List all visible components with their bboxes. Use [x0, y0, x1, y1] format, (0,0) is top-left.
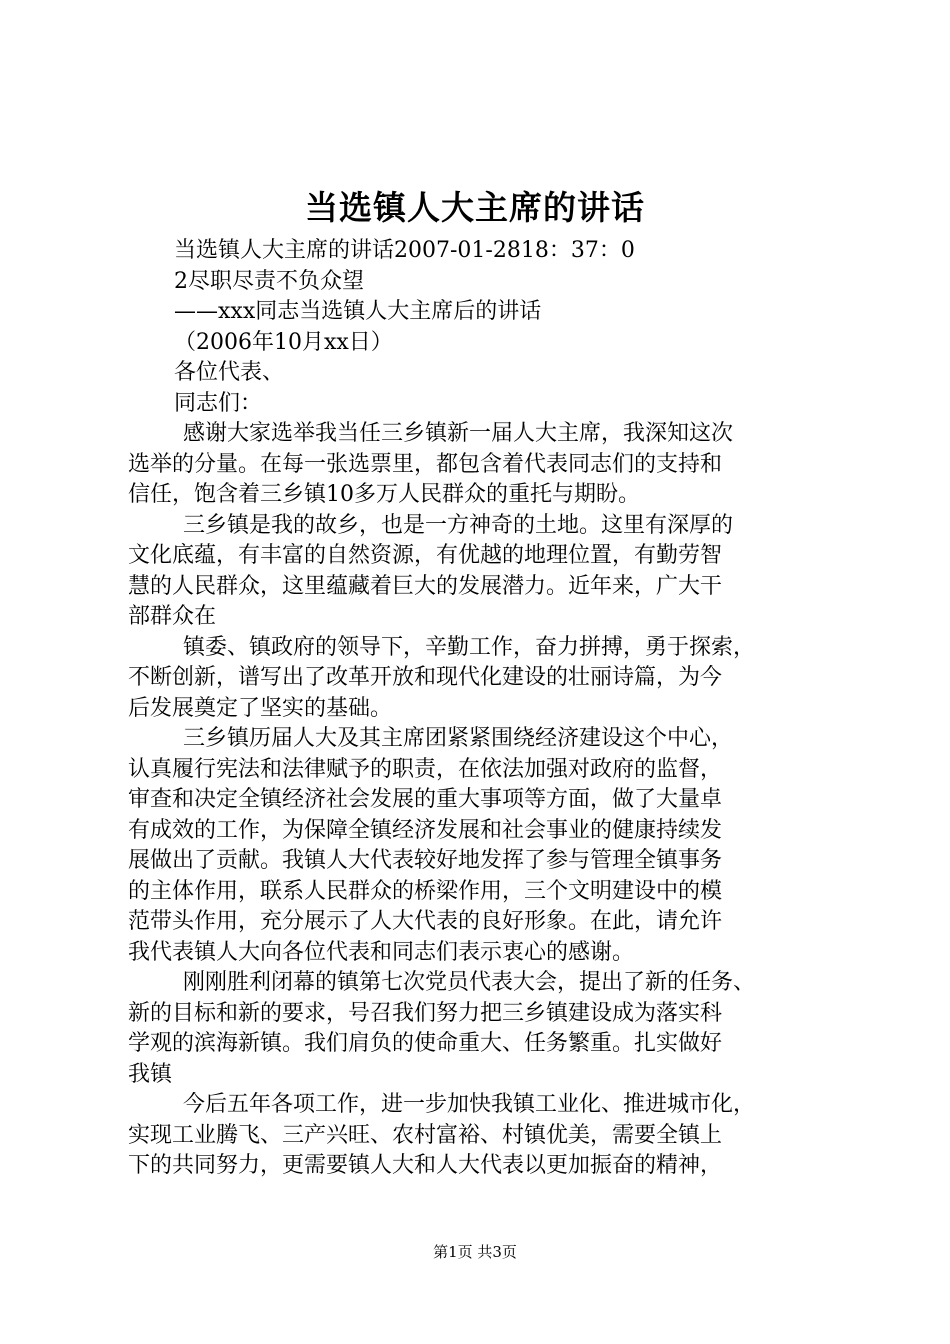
body-line: 新的目标和新的要求，号召我们努力把三乡镇建设成为落实科 — [128, 1000, 723, 1026]
body-line: 三乡镇历届人大及其主席团紧紧围绕经济建设这个中心， — [183, 726, 734, 751]
body-line: 选举的分量。在每一张选票里，都包含着代表同志们的支持和 — [128, 451, 723, 477]
body-line: 信任，饱含着三乡镇10多万人民群众的重托与期盼。 — [128, 482, 640, 507]
body-line: 学观的滨海新镇。我们肩负的使命重大、任务繁重。扎实做好 — [128, 1031, 723, 1056]
body-line: 有成效的工作，为保障全镇经济发展和社会事业的健康持续发 — [128, 817, 723, 843]
body-line: 后发展奠定了坚实的基础。 — [128, 695, 393, 721]
body-line: 我镇 — [128, 1061, 173, 1087]
body-line: 2尽职尽责不负众望 — [174, 268, 364, 294]
body-line: 同志们： — [174, 390, 263, 416]
document-body — [128, 236, 828, 1182]
body-line: 我代表镇人大向各位代表和同志们表示衷心的感谢。 — [128, 939, 635, 965]
body-line: 刚刚胜利闭幕的镇第七次党员代表大会，提出了新的任务、 — [183, 970, 756, 995]
body-line: 实现工业腾飞、三产兴旺、农村富裕、村镇优美，需要全镇上 — [128, 1122, 723, 1148]
body-line: 感谢大家选举我当任三乡镇新一届人大主席，我深知这次 — [183, 421, 734, 446]
body-line: 各位代表、 — [174, 360, 285, 385]
body-line: 不断创新，谱写出了改革开放和现代化建设的壮丽诗篇，为今 — [128, 665, 723, 690]
body-line: ——xxx同志当选镇人大主席后的讲话 — [174, 299, 542, 324]
body-line: 认真履行宪法和法律赋予的职责，在依法加强对政府的监督， — [128, 756, 723, 782]
body-line: （2006年10月xx日） — [174, 329, 393, 355]
body-line: 今后五年各项工作，进一步加快我镇工业化、推进城市化， — [183, 1092, 756, 1117]
body-line: 文化底蕴，有丰富的自然资源，有优越的地理位置，有勤劳智 — [128, 543, 723, 568]
body-line: 三乡镇是我的故乡，也是一方神奇的土地。这里有深厚的 — [183, 512, 734, 538]
body-line: 的主体作用，联系人民群众的桥梁作用，三个文明建设中的模 — [128, 878, 723, 904]
body-line: 展做出了贡献。我镇人大代表较好地发挥了参与管理全镇事务 — [128, 848, 723, 873]
page-footer: 第1页 共3页 — [433, 1243, 517, 1261]
body-line: 慧的人民群众，这里蕴藏着巨大的发展潜力。近年来，广大干 — [128, 573, 723, 599]
document-title: 当选镇人大主席的讲话 — [305, 188, 645, 227]
body-line: 下的共同努力，更需要镇人大和人大代表以更加振奋的精神， — [128, 1153, 723, 1178]
body-line: 部群众在 — [128, 604, 217, 629]
body-line: 镇委、镇政府的领导下，辛勤工作，奋力拼搏，勇于探索， — [183, 634, 756, 660]
body-line: 审查和决定全镇经济社会发展的重大事项等方面，做了大量卓 — [128, 787, 723, 812]
body-line: 当选镇人大主席的讲话2007-01-2818：37：0 — [174, 238, 635, 263]
body-line: 范带头作用，充分展示了人大代表的良好形象。在此，请允许 — [128, 909, 723, 934]
